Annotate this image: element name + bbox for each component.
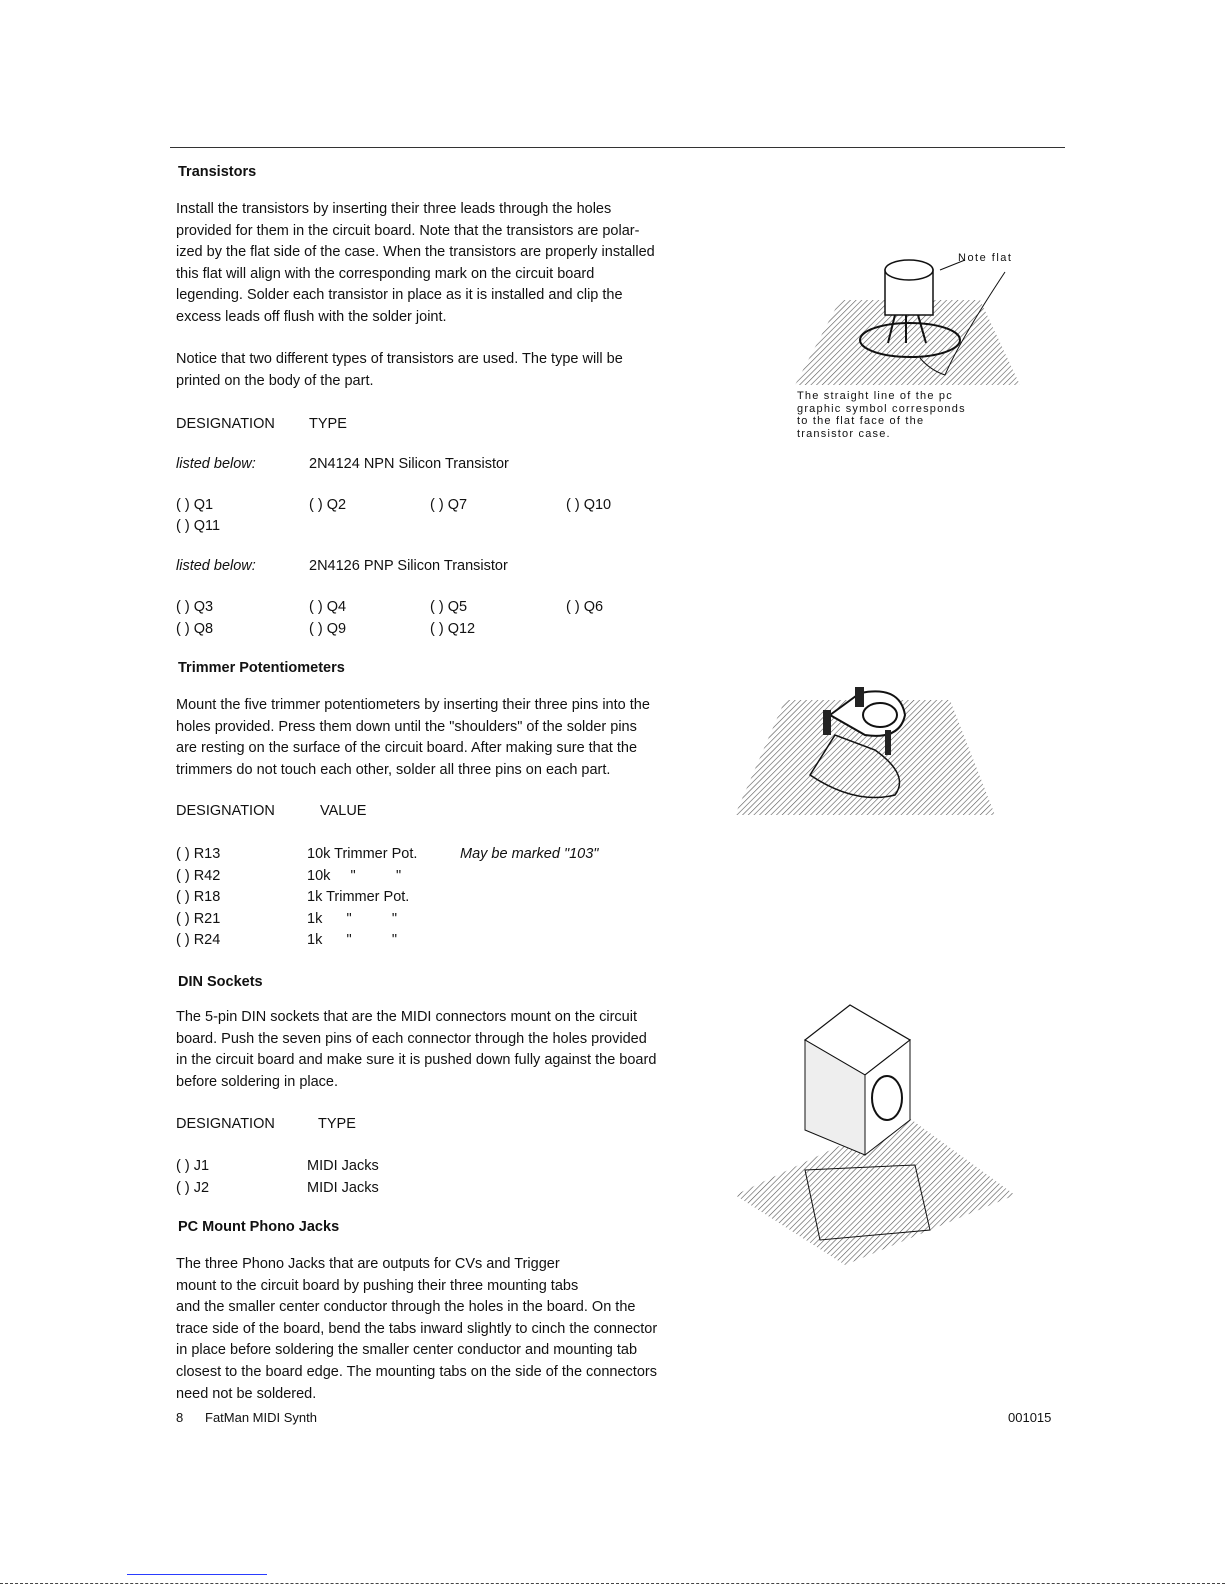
footer-code: 001015	[1008, 1410, 1052, 1425]
text-line: and the smaller center conductor through the holes in the board. On the	[176, 1299, 636, 1316]
checklist-item-j1[interactable]: ( ) J1	[176, 1158, 210, 1174]
trimmers-paragraph	[176, 695, 650, 781]
checklist-item-q9[interactable]: ( ) Q9	[309, 621, 347, 637]
text-line: are resting on the surface of the circuit board. After making sure that the	[176, 740, 638, 757]
trimmer-pot-illustration	[735, 675, 1000, 820]
column-header-designation: DESIGNATION	[176, 416, 275, 432]
text-line: Notice that two different types of transistors are used. The type will be	[176, 351, 623, 367]
text-line: printed on the body of the part.	[176, 372, 374, 389]
group-type: 2N4124 NPN Silicon Transistor	[309, 456, 509, 472]
value: 1k " "	[307, 911, 398, 927]
checklist-item-q11[interactable]: ( ) Q11	[176, 518, 221, 534]
group-type: 2N4126 PNP Silicon Transistor	[309, 558, 508, 574]
group-label: listed below:	[176, 456, 256, 472]
text-line: in the circuit board and make sure it is pushed down fully against the board	[176, 1052, 657, 1069]
transistors-paragraph-1	[176, 199, 655, 329]
checklist-item-q7[interactable]: ( ) Q7	[430, 497, 468, 513]
value: 10k Trimmer Pot.	[307, 846, 418, 862]
text-line: Install the transistors by inserting their three leads through the holes	[176, 201, 612, 217]
note-flat-callout: Note flat	[958, 252, 1013, 264]
text-line: need not be soldered.	[176, 1385, 317, 1402]
figure-caption	[797, 390, 966, 440]
checklist-item-q6[interactable]: ( ) Q6	[566, 599, 604, 615]
blue-underline	[127, 1574, 267, 1575]
section-heading-din-sockets: DIN Sockets	[178, 974, 263, 990]
text-line: closest to the board edge. The mounting tabs on the side of the connectors	[176, 1363, 657, 1380]
caption-line: graphic symbol corresponds	[797, 402, 966, 415]
text-line: The 5-pin DIN sockets that are the MIDI connectors mount on the circuit	[176, 1009, 637, 1025]
text-line: ized by the flat side of the case. When the transistors are properly installed	[176, 244, 655, 261]
checklist-item-q8[interactable]: ( ) Q8	[176, 621, 214, 637]
text-line: holes provided. Press them down until the "shoulders" of the solder pins	[176, 718, 637, 735]
checklist-item-r18[interactable]: ( ) R18	[176, 889, 221, 905]
text-line: trace side of the board, bend the tabs inward slightly to cinch the connector	[176, 1320, 658, 1337]
text-line: provided for them in the circuit board. Note that the transistors are polar-	[176, 222, 640, 239]
section-heading-trimmers: Trimmer Potentiometers	[178, 660, 345, 676]
checklist-item-r24[interactable]: ( ) R24	[176, 932, 221, 948]
caption-line: transistor case.	[797, 427, 891, 440]
din-paragraph	[176, 1007, 656, 1093]
checklist-item-q5[interactable]: ( ) Q5	[430, 599, 468, 615]
caption-line: The straight line of the pc	[797, 390, 953, 402]
column-header-type: TYPE	[318, 1116, 356, 1132]
checklist-item-q1[interactable]: ( ) Q1	[176, 497, 214, 513]
value: 1k " "	[307, 932, 398, 948]
top-rule	[170, 147, 1065, 148]
text-line: trimmers do not touch each other, solder all three pins on each part.	[176, 761, 611, 778]
section-heading-transistors: Transistors	[178, 164, 257, 180]
caption-line: to the flat face of the	[797, 415, 925, 427]
checklist-item-r21[interactable]: ( ) R21	[176, 911, 221, 927]
din-socket-illustration	[735, 995, 1015, 1275]
checklist-item-q3[interactable]: ( ) Q3	[176, 599, 214, 615]
text-line: in place before soldering the smaller center conductor and mounting tab	[176, 1342, 638, 1359]
text-line: board. Push the seven pins of each connector through the holes provided	[176, 1030, 647, 1047]
text-line: this flat will align with the corresponding mark on the circuit board	[176, 265, 595, 282]
footer-page-number: 8	[176, 1410, 184, 1425]
checklist-item-q4[interactable]: ( ) Q4	[309, 599, 347, 615]
text-line: mount to the circuit board by pushing their three mounting tabs	[176, 1277, 579, 1294]
checklist-item-q10[interactable]: ( ) Q10	[566, 497, 612, 513]
checklist-item-r42[interactable]: ( ) R42	[176, 868, 221, 884]
checklist-item-j2[interactable]: ( ) J2	[176, 1180, 210, 1196]
phono-paragraph	[176, 1254, 657, 1405]
value: 1k Trimmer Pot.	[307, 889, 410, 905]
checklist-item-r13[interactable]: ( ) R13	[176, 846, 221, 862]
text-line: excess leads off flush with the solder joint.	[176, 308, 447, 325]
text-line: legending. Solder each transistor in place as it is installed and clip the	[176, 287, 623, 304]
value: 10k " "	[307, 868, 402, 884]
text-line: before soldering in place.	[176, 1073, 339, 1090]
footer-title: FatMan MIDI Synth	[205, 1410, 317, 1425]
transistors-paragraph-2	[176, 349, 623, 392]
column-header-type: TYPE	[309, 416, 347, 432]
text-line: Mount the five trimmer potentiometers by inserting their three pins into the	[176, 697, 650, 713]
column-header-designation: DESIGNATION	[176, 1116, 275, 1132]
type: MIDI Jacks	[307, 1158, 379, 1174]
checklist-item-q12[interactable]: ( ) Q12	[430, 621, 476, 637]
column-header-value: VALUE	[320, 803, 367, 819]
type: MIDI Jacks	[307, 1180, 379, 1196]
page-edge	[0, 1583, 1225, 1584]
group-label: listed below:	[176, 558, 256, 574]
column-header-designation: DESIGNATION	[176, 803, 275, 819]
checklist-item-q2[interactable]: ( ) Q2	[309, 497, 347, 513]
marking-note: May be marked "103"	[460, 846, 599, 862]
text-line: The three Phono Jacks that are outputs for CVs and Trigger	[176, 1256, 560, 1272]
section-heading-phono-jacks: PC Mount Phono Jacks	[178, 1219, 340, 1235]
